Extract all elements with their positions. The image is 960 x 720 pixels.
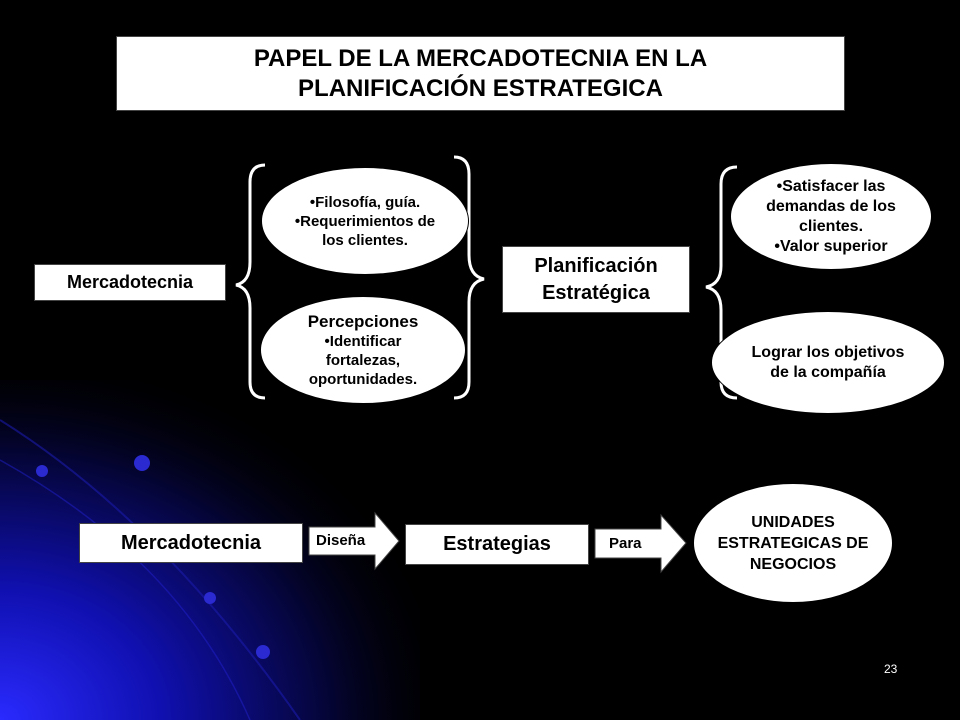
decor-dot (134, 455, 150, 471)
estrategias-box: Estrategias (405, 524, 589, 565)
bullet-requerimientos-cont: los clientes. (322, 231, 408, 249)
planificacion-line-1: Planificación (534, 254, 658, 277)
bullet-filosofia: •Filosofía, guía. (309, 193, 421, 211)
page-number: 23 (884, 662, 898, 676)
business-units-ellipse (693, 483, 893, 603)
bullet-satisfacer-cont-2: clientes. (798, 217, 864, 235)
decor-dot (256, 645, 270, 659)
mercadotecnia-box-top: Mercadotecnia (34, 264, 226, 301)
units-line-3: NEGOCIOS (749, 555, 837, 573)
title-line-1: PAPEL DE LA MERCADOTECNIA EN LA (253, 44, 708, 72)
decor-dot (36, 465, 48, 477)
arrow-label-disena: Diseña (316, 532, 366, 549)
bullet-satisfacer-cont-1: demandas de los (766, 197, 896, 215)
planificacion-line-2: Estratégica (542, 281, 650, 304)
planificacion-box (502, 246, 690, 313)
units-line-2: ESTRATEGICAS DE (717, 534, 869, 552)
input-ellipse-perceptions (260, 296, 466, 404)
objectives-line-1: Lograr los objetivos (751, 343, 905, 361)
bullet-satisfacer: •Satisfacer las (776, 177, 886, 195)
decor-dot (204, 592, 216, 604)
units-line-1: UNIDADES (751, 513, 835, 531)
slide-title (116, 36, 845, 111)
arrow-label-para: Para (609, 535, 642, 552)
bullet-requerimientos: •Requerimientos de (294, 212, 436, 230)
bullet-identificar-cont-1: fortalezas, (325, 352, 401, 369)
output-ellipse-satisfy (730, 163, 932, 270)
bullet-identificar: •Identificar (324, 333, 402, 350)
bullet-valor: •Valor superior (774, 237, 888, 255)
input-ellipse-philosophy (261, 167, 469, 275)
title-line-2: PLANIFICACIÓN ESTRATEGICA (298, 74, 663, 102)
left-brace (236, 165, 265, 398)
mercadotecnia-box-bottom: Mercadotecnia (79, 523, 303, 563)
output-ellipse-objectives (711, 311, 945, 414)
objectives-line-2: de la compañía (770, 363, 886, 381)
bullet-identificar-cont-2: oportunidades. (308, 371, 418, 388)
perceptions-heading: Percepciones (307, 312, 419, 331)
